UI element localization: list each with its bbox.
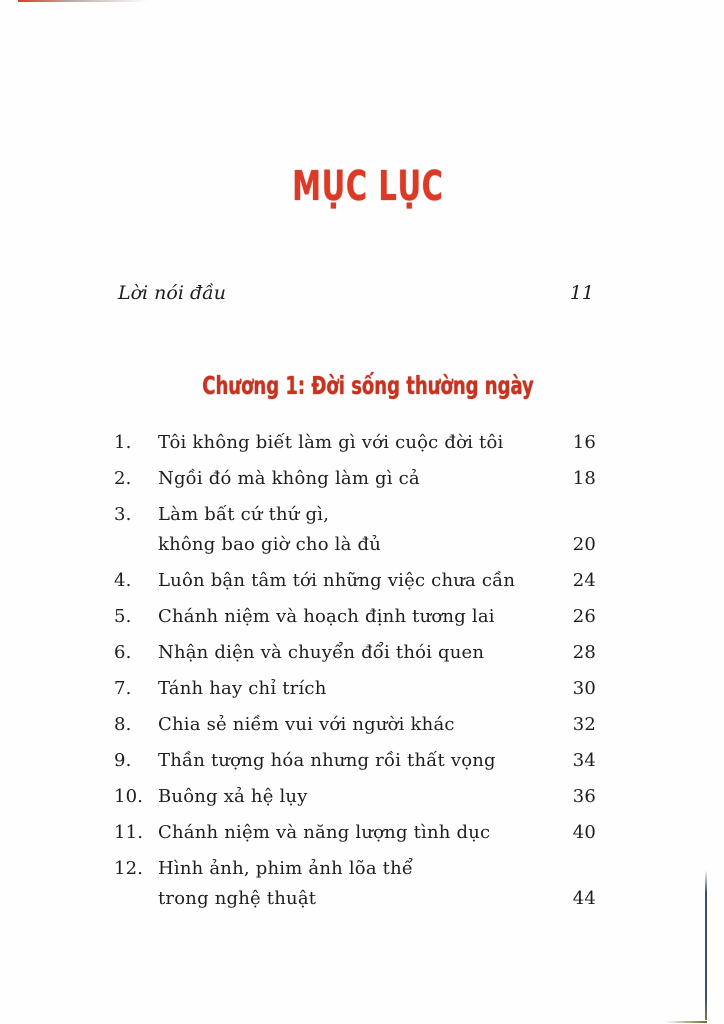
toc-item-page: 32 <box>572 714 596 735</box>
toc-item-number: 9. <box>114 750 132 771</box>
toc-item-title <box>158 428 556 458</box>
toc-item-number: 4. <box>114 570 132 591</box>
toc-item-number: 1. <box>114 432 132 453</box>
toc-item-page: 18 <box>572 468 596 489</box>
toc-item-number: 6. <box>114 642 132 663</box>
toc-item-title-line: Nhận diện và chuyển đổi thói quen <box>158 642 485 663</box>
toc-item-title-line: Tánh hay chỉ trích <box>158 678 327 699</box>
toc-item-title <box>158 602 556 632</box>
toc-intro-page: 11 <box>569 282 594 304</box>
toc-item[interactable] <box>114 746 596 776</box>
toc-item-title <box>158 500 556 560</box>
toc-item-title <box>158 746 556 776</box>
toc-item-title <box>158 464 556 494</box>
toc-item[interactable] <box>114 854 596 914</box>
toc-item-number: 10. <box>114 786 144 807</box>
toc-item-page: 36 <box>572 786 596 807</box>
chapter-heading: Chương 1: Đời sống thường ngày <box>202 371 534 400</box>
toc-list <box>114 428 596 920</box>
toc-item-page: 34 <box>572 750 596 771</box>
toc-item[interactable] <box>114 818 596 848</box>
toc-item-title-line: không bao giờ cho là đủ <box>158 534 381 555</box>
toc-intro-label: Lời nói đầu <box>118 282 227 304</box>
toc-item-title-line: Chánh niệm và năng lượng tình dục <box>158 822 491 843</box>
toc-item-page: 40 <box>572 822 596 843</box>
toc-item[interactable] <box>114 428 596 458</box>
toc-item-number: 11. <box>114 822 144 843</box>
toc-item-title-line: Chia sẻ niềm vui với người khác <box>158 714 455 735</box>
toc-item-title-line: Ngồi đó mà không làm gì cả <box>158 468 420 489</box>
toc-item-number: 5. <box>114 606 132 627</box>
toc-item-title <box>158 782 556 812</box>
toc-item-title-line: Thần tượng hóa nhưng rồi thất vọng <box>158 750 496 771</box>
toc-item-title <box>158 638 556 668</box>
toc-item-title-line: Tôi không biết làm gì với cuộc đời tôi <box>158 432 504 453</box>
toc-item-title-line: trong nghệ thuật <box>158 888 317 909</box>
toc-item[interactable] <box>114 782 596 812</box>
page-title: MỤC LỤC <box>292 162 444 210</box>
toc-item-page: 20 <box>572 534 596 555</box>
toc-item-page: 30 <box>572 678 596 699</box>
page-bottom-edge <box>665 1021 707 1023</box>
toc-item-title-line: Chánh niệm và hoạch định tương lai <box>158 606 495 627</box>
toc-item-title-line: Hình ảnh, phim ảnh lõa thể <box>158 858 414 879</box>
toc-item-title <box>158 566 556 596</box>
toc-item-number: 8. <box>114 714 132 735</box>
toc-item-page: 16 <box>572 432 596 453</box>
toc-item-page: 26 <box>572 606 596 627</box>
page-top-edge <box>18 0 148 2</box>
toc-item-number: 12. <box>114 858 144 879</box>
page-right-edge <box>705 870 707 1020</box>
toc-item[interactable] <box>114 710 596 740</box>
toc-item[interactable] <box>114 566 596 596</box>
toc-item-title <box>158 854 556 914</box>
toc-item-title-line: Buông xả hệ lụy <box>158 786 308 807</box>
toc-item-page: 44 <box>572 888 596 909</box>
toc-item-title <box>158 710 556 740</box>
toc-item-page: 24 <box>572 570 596 591</box>
toc-item-number: 3. <box>114 504 132 525</box>
toc-item-number: 2. <box>114 468 132 489</box>
toc-item-title <box>158 674 556 704</box>
toc-item-title-line: Luôn bận tâm tới những việc chưa cần <box>158 570 516 591</box>
toc-item-title-line: Làm bất cứ thứ gì, <box>158 504 330 525</box>
toc-item[interactable] <box>114 638 596 668</box>
toc-item[interactable] <box>114 602 596 632</box>
toc-item-title <box>158 818 556 848</box>
toc-item[interactable] <box>114 674 596 704</box>
toc-intro-row[interactable] <box>118 282 594 304</box>
toc-item-number: 7. <box>114 678 132 699</box>
toc-item[interactable] <box>114 500 596 560</box>
toc-item[interactable] <box>114 464 596 494</box>
toc-item-page: 28 <box>572 642 596 663</box>
